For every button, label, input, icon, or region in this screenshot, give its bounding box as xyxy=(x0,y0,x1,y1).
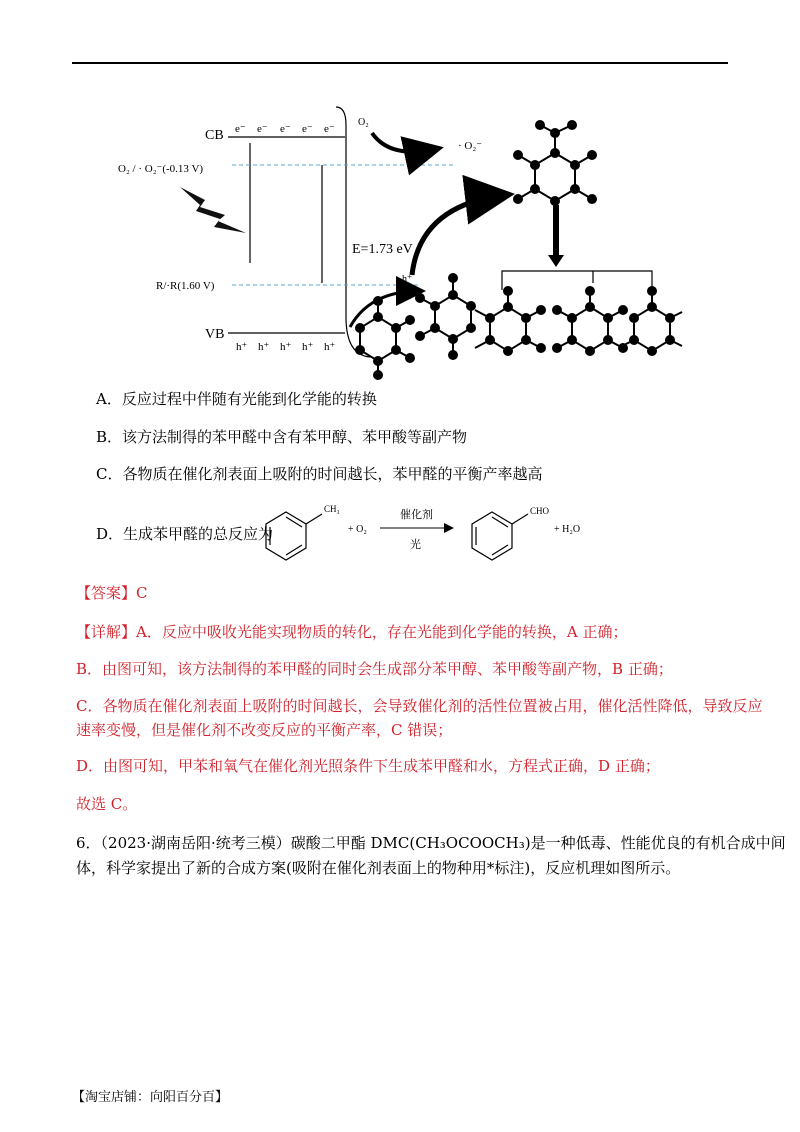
electron: e⁻ xyxy=(235,123,246,135)
hole: h⁺ xyxy=(258,341,270,353)
band-gap-label: E=1.73 eV xyxy=(352,242,413,257)
header-rule xyxy=(72,62,728,64)
explanation-d: D．由图可知，甲苯和氧气在催化剂光照条件下生成苯甲醛和水，方程式正确，D 正确； xyxy=(76,757,660,775)
toluene-molecule xyxy=(416,274,475,359)
o2-reactant-label: O₂ xyxy=(358,117,369,128)
r-potential-label: R/·R(1.60 V) xyxy=(156,280,215,292)
toluene-structure xyxy=(266,512,322,560)
option-b: B．该方法制得的苯甲醛中含有苯甲醇、苯甲酸等副产物 xyxy=(96,428,468,446)
superoxide-label: · O₂⁻ xyxy=(458,140,482,152)
hole: h⁺ xyxy=(324,341,336,353)
oxidation-arrow xyxy=(412,195,505,275)
answer xyxy=(76,582,148,603)
benzaldehyde-molecule xyxy=(514,121,596,205)
product-arrow-head xyxy=(548,255,564,267)
product-molecule-right xyxy=(622,287,682,355)
hole: h⁺ xyxy=(280,341,292,353)
reduction-arrow xyxy=(372,133,436,152)
electron: e⁻ xyxy=(257,123,268,135)
catalyst-label: 催化剂 xyxy=(400,509,433,521)
photocatalysis-diagram xyxy=(0,95,800,385)
o2-mid-label: O₂ xyxy=(468,195,479,206)
electron: e⁻ xyxy=(280,123,291,135)
option-a: A．反应过程中伴随有光能到化学能的转换 xyxy=(96,390,377,408)
explanation-a xyxy=(76,621,627,642)
o2-potential-label: O₂ / · O₂⁻(-0.13 V) xyxy=(118,163,204,175)
cho-label: CHO xyxy=(530,506,550,516)
electron: e⁻ xyxy=(324,123,335,135)
light-label: 光 xyxy=(410,539,421,551)
reaction-equation xyxy=(256,498,616,568)
footer-shop: 【淘宝店铺：向阳百分百】 xyxy=(72,1090,229,1105)
hole: h⁺ xyxy=(302,341,314,353)
plus-o2-label: + O₂ xyxy=(348,524,367,535)
hole: h⁺ xyxy=(236,341,248,353)
ch3-label: CH₃ xyxy=(324,504,340,514)
option-d: D．生成苯甲醛的总反应为 xyxy=(96,525,274,543)
explanation-b: B．由图可知，该方法制得的苯甲醛的同时会生成部分苯甲醇、苯甲酸等副产物，B 正确； xyxy=(76,660,673,678)
vb-label: VB xyxy=(205,327,225,342)
answer-label: 【答案】 xyxy=(76,584,137,602)
product-bracket xyxy=(502,271,652,290)
h-plus-label: h⁺ xyxy=(402,274,413,285)
light-bolt-icon xyxy=(180,187,246,233)
answer-value: C xyxy=(136,584,148,602)
explanation-c2: 速率变慢，但是催化剂不改变反应的平衡产率，C 错误； xyxy=(76,721,453,739)
c-label: C xyxy=(410,146,418,158)
benzaldehyde-structure xyxy=(472,512,528,560)
benzyl-alcohol-molecule xyxy=(475,287,545,355)
option-c: C．各物质在催化剂表面上吸附的时间越长，苯甲醛的平衡产率越高 xyxy=(96,465,543,483)
explanation-label: 【详解】 xyxy=(76,623,137,641)
electron: e⁻ xyxy=(302,123,313,135)
question6-line2: 体，科学家提出了新的合成方案(吸附在催化剂表面上的物种用*标注)，反应机理如图所示。 xyxy=(76,859,681,877)
plus-h2o-label: + H₂O xyxy=(554,524,581,535)
explanation-c1: C．各物质在催化剂表面上吸附的时间越长，会导致催化剂的活性位置被占用，催化活性降低，导致反应 xyxy=(76,697,763,715)
cb-label: CB xyxy=(205,128,224,143)
explanation-conclusion: 故选 C。 xyxy=(76,795,138,813)
benzoic-acid-molecule xyxy=(553,287,627,355)
explanation-a-text: A．反应中吸收光能实现物质的转化，存在光能到化学能的转换，A 正确； xyxy=(136,623,628,641)
question6-line1: 6．（2023·湖南岳阳·统考三模）碳酸二甲酯 DMC(CH₃OCOOCH₃)是一种低毒、性能优良的有机合成中间 xyxy=(76,834,786,852)
